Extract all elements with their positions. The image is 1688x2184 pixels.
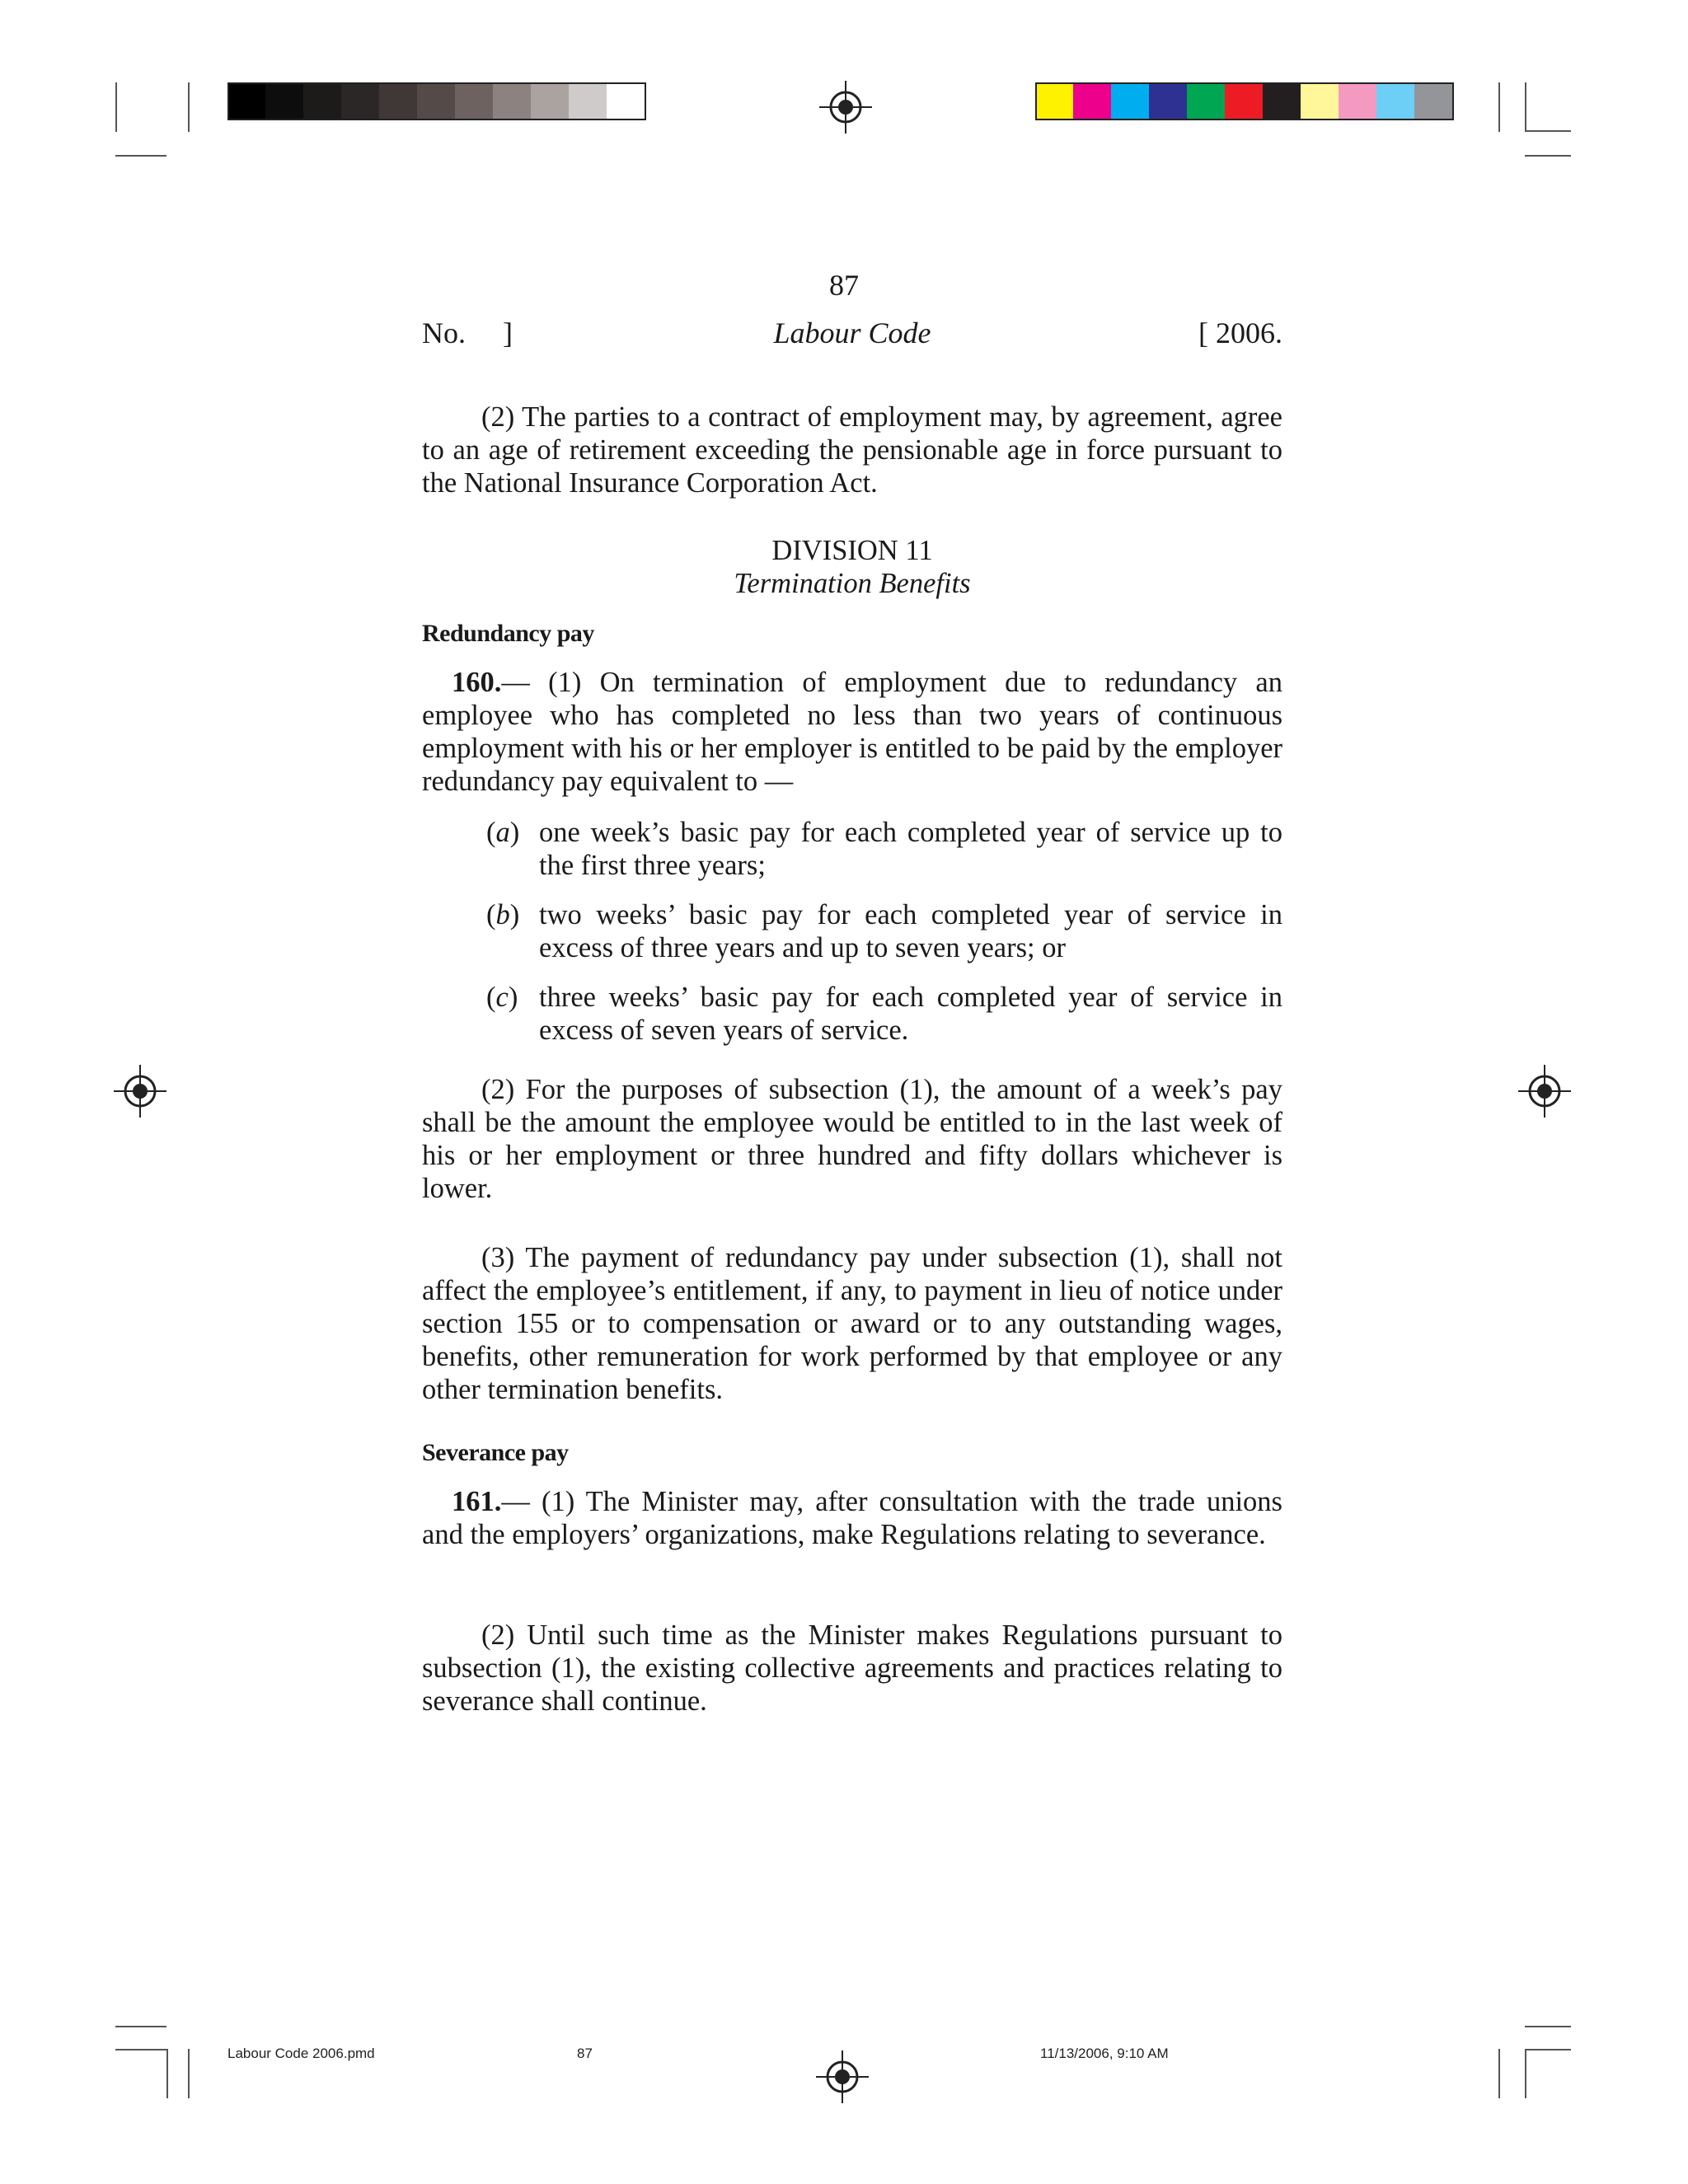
color-swatch: [1301, 82, 1339, 120]
crop-mark-bottom-right-v2: [1525, 2049, 1526, 2098]
color-swatch: [1339, 82, 1376, 120]
header-number: No. ]: [422, 316, 513, 349]
section-number: 161.: [452, 1486, 502, 1517]
crop-mark-bottom-left-v: [188, 2049, 190, 2098]
color-swatch: [1187, 82, 1225, 120]
page-number: 87: [829, 269, 859, 302]
crop-mark-bottom-left-h: [115, 2026, 166, 2027]
subsection-text: — (1) On termination of employment due to redundancy an employee who has completed no less than two years of continuous employment with his or her employer is entitled to be paid by the employer redundancy pay equivalent to —: [422, 667, 1282, 797]
footer-page-number: 87: [577, 2046, 593, 2061]
header-year: [ 2006.: [1198, 316, 1282, 349]
section-160-subsection-2: (2) For the purposes of subsection (1), the amount of a week’s pay shall be the amount the employee would be entitled to in the last week of his or her employment or three hundred and fifty dollars whichever is lower.: [422, 1074, 1282, 1204]
paragraph-intro: (2) The parties to a contract of employment may, by agreement, agree to an age of retirement exceeding the pensionable age in force pursuant to the National Insurance Corporation Act.: [422, 401, 1282, 499]
color-swatch: [1111, 82, 1149, 120]
section-161-subsection-1: [422, 1485, 1282, 1551]
color-swatch: [531, 82, 569, 120]
color-swatch: [303, 82, 341, 120]
crop-mark-bottom-left-h2: [115, 2049, 166, 2050]
color-swatch: [379, 82, 417, 120]
color-swatch: [1035, 82, 1075, 120]
registration-mark-icon: [816, 2050, 869, 2103]
registration-mark-icon: [1518, 1065, 1571, 1118]
color-swatch: [455, 82, 493, 120]
division-title: Termination Benefits: [734, 568, 971, 599]
color-swatch: [417, 82, 455, 120]
color-swatch: [265, 82, 303, 120]
color-swatch: [1263, 82, 1301, 120]
crop-mark-bottom-right-h: [1525, 2026, 1571, 2027]
header-title: Labour Code: [773, 316, 931, 349]
item-label: (a): [486, 817, 520, 848]
subsection-text: — (1) The Minister may, after consultation with the trade unions and the employers’ organizations, make Regulations relating to severance.: [422, 1486, 1282, 1550]
registration-mark-icon: [114, 1065, 166, 1118]
item-text: two weeks’ basic pay for each completed year of service in excess of three years and up to seven years; or: [539, 899, 1282, 963]
running-header: [422, 316, 1282, 354]
crop-mark-top-right-h2: [1525, 155, 1571, 157]
crop-mark-top-right-h: [1525, 130, 1571, 132]
color-swatch: [341, 82, 379, 120]
color-swatch: [493, 82, 531, 120]
section-heading-severance: Severance pay: [422, 1439, 569, 1466]
item-label: (c): [486, 982, 518, 1013]
list-item: [486, 981, 1282, 1047]
crop-mark-top-right-v: [1498, 82, 1500, 132]
crop-mark-bottom-right-v: [1498, 2049, 1500, 2098]
section-161-subsection-2: (2) Until such time as the Minister makes Regulations pursuant to subsection (1), the existing collective agreements and practices relating to severance shall continue.: [422, 1619, 1282, 1717]
registration-mark-icon: [819, 81, 872, 134]
section-160-subsection-3: (3) The payment of redundancy pay under subsection (1), shall not affect the employee’s entitlement, if any, to payment in lieu of notice under section 155 or to compensation or award or to any outstanding wages, benefits, other remuneration for work performed by that employee or any other termination benefits.: [422, 1242, 1282, 1405]
section-number: 160.: [452, 667, 502, 698]
color-swatch: [1225, 82, 1263, 120]
color-swatch: [1414, 82, 1454, 120]
color-swatch: [1376, 82, 1414, 120]
color-swatch: [227, 82, 267, 120]
crop-mark-bottom-right-h2: [1525, 2049, 1571, 2050]
item-label: (b): [486, 899, 520, 930]
color-swatch: [1073, 82, 1111, 120]
crop-mark-top-left-v2: [115, 82, 117, 132]
item-text: one week’s basic pay for each completed year of service up to the first three years;: [539, 817, 1282, 881]
color-swatch: [569, 82, 607, 120]
item-text: three weeks’ basic pay for each completed year of service in excess of seven years of service.: [539, 982, 1282, 1046]
section-heading-redundancy: Redundancy pay: [422, 620, 594, 647]
color-swatch: [607, 82, 646, 120]
crop-mark-top-left-v: [188, 82, 190, 132]
list-item: [486, 816, 1282, 882]
crop-mark-top-right-v2: [1525, 82, 1526, 132]
crop-mark-bottom-left-v2: [166, 2049, 168, 2098]
list-item: [486, 898, 1282, 964]
color-swatch: [1149, 82, 1187, 120]
crop-mark-top-left-h: [115, 155, 166, 157]
footer-filename: Labour Code 2006.pmd: [227, 2046, 375, 2061]
section-160-subsection-1: [422, 666, 1282, 798]
division-number: DIVISION 11: [771, 535, 933, 566]
footer-datetime: 11/13/2006, 9:10 AM: [1040, 2046, 1169, 2061]
